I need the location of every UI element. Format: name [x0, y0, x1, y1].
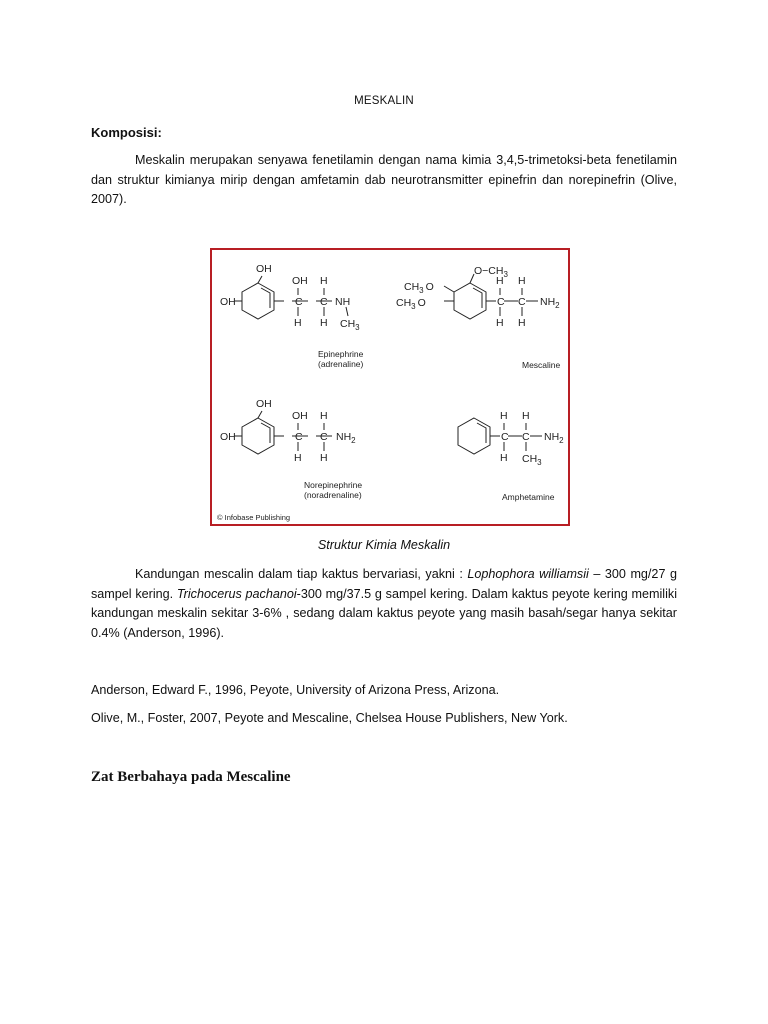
atom-h: H: [496, 317, 504, 329]
atom-ch3-upper: $CH_3$ O: [404, 281, 434, 295]
label-norepinephrine: Norepinephrine: [304, 480, 363, 490]
atom-h: H: [518, 275, 526, 287]
page-title: MESKALIN: [354, 95, 414, 107]
figure-caption: Struktur Kimia Meskalin: [317, 538, 451, 552]
atom-nh: NH: [335, 296, 351, 308]
atom-h: H: [500, 452, 508, 464]
atom-c: C: [320, 431, 328, 443]
atom-h: H: [320, 317, 328, 329]
reference-item: Olive, M., Foster, 2007, Peyote and Mescaline, Chelsea House Publishers, New York.: [91, 711, 568, 725]
atom-c: C: [295, 296, 303, 308]
atom-h: H: [294, 317, 302, 329]
atom-h: H: [320, 410, 328, 422]
label-noradrenaline: (noradrenaline): [304, 490, 362, 500]
atom-nh2: $NH_2$: [336, 431, 356, 445]
atom-oh-chain: OH: [292, 410, 308, 422]
label-mescaline: Mescaline: [522, 360, 561, 370]
paragraph-intro: [91, 151, 677, 210]
atom-c: C: [497, 296, 505, 308]
atom-h: H: [496, 275, 504, 287]
atom-oh-top: OH: [256, 398, 272, 410]
atom-och3-top: $O-CH_3$: [474, 265, 508, 279]
atom-h: H: [522, 410, 530, 422]
atom-h: H: [320, 275, 328, 287]
atom-c: C: [522, 431, 530, 443]
atom-h: H: [320, 452, 328, 464]
atom-oh-chain: OH: [292, 275, 308, 287]
copyright-text: © Infobase Publishing: [217, 513, 291, 522]
label-amphetamine: Amphetamine: [502, 492, 555, 502]
reference-item: Anderson, Edward F., 1996, Peyote, University of Arizona Press, Arizona.: [91, 683, 500, 697]
atom-nh2: $NH_2$: [540, 296, 560, 310]
paragraph-content: [91, 565, 677, 643]
atom-c: C: [518, 296, 526, 308]
paragraph-content-part3: -300 mg/37.5 g sampel kering. Dalam kaktus peyote kering memiliki kandungan meskalin sekitar 3-6% , sedang dalam kaktus peyote yang masih basah/segar hanya sekitar 0.4% (Anderson, 1996).: [91, 586, 677, 640]
chemical-structure-figure: [210, 248, 570, 526]
atom-ch3: $CH_3$: [340, 318, 360, 332]
paragraph-intro-text: Meskalin merupakan senyawa fenetilamin dengan nama kimia 3,4,5-trimetoksi-beta fenetilamin dan struktur kimianya mirip dengan amfetamin dab neurotransmitter epinefrin dan norepinefrin (Olive, 2007).: [91, 153, 677, 206]
atom-oh-left: OH: [220, 296, 236, 308]
atom-c: C: [295, 431, 303, 443]
atom-nh2: $NH_2$: [544, 431, 564, 445]
atom-h: H: [500, 410, 508, 422]
atom-ch3: $CH_3$: [522, 453, 542, 467]
atom-h: H: [294, 452, 302, 464]
komposisi-heading: Komposisi:: [91, 125, 162, 140]
paragraph-content-part2: – 300 mg/27 g sampel kering.: [91, 567, 677, 601]
label-epinephrine: Epinephrine: [318, 349, 364, 359]
atom-oh-left: OH: [220, 431, 236, 443]
species-name-2: Trichocerus pachanoi: [176, 586, 297, 601]
atom-h: H: [518, 317, 526, 329]
atom-c: C: [501, 431, 509, 443]
atom-ch3-lower: $CH_3$ O: [396, 297, 426, 311]
atom-c: C: [320, 296, 328, 308]
label-adrenaline: (adrenaline): [318, 359, 364, 369]
paragraph-content-part1: Kandungan mescalin dalam tiap kaktus bervariasi, yakni :: [135, 567, 468, 581]
species-name-1: Lophophora williamsii: [467, 567, 589, 581]
structures-svg: [212, 250, 568, 524]
section-heading: Zat Berbahaya pada Mescaline: [91, 769, 291, 785]
atom-oh-top: OH: [256, 263, 272, 275]
